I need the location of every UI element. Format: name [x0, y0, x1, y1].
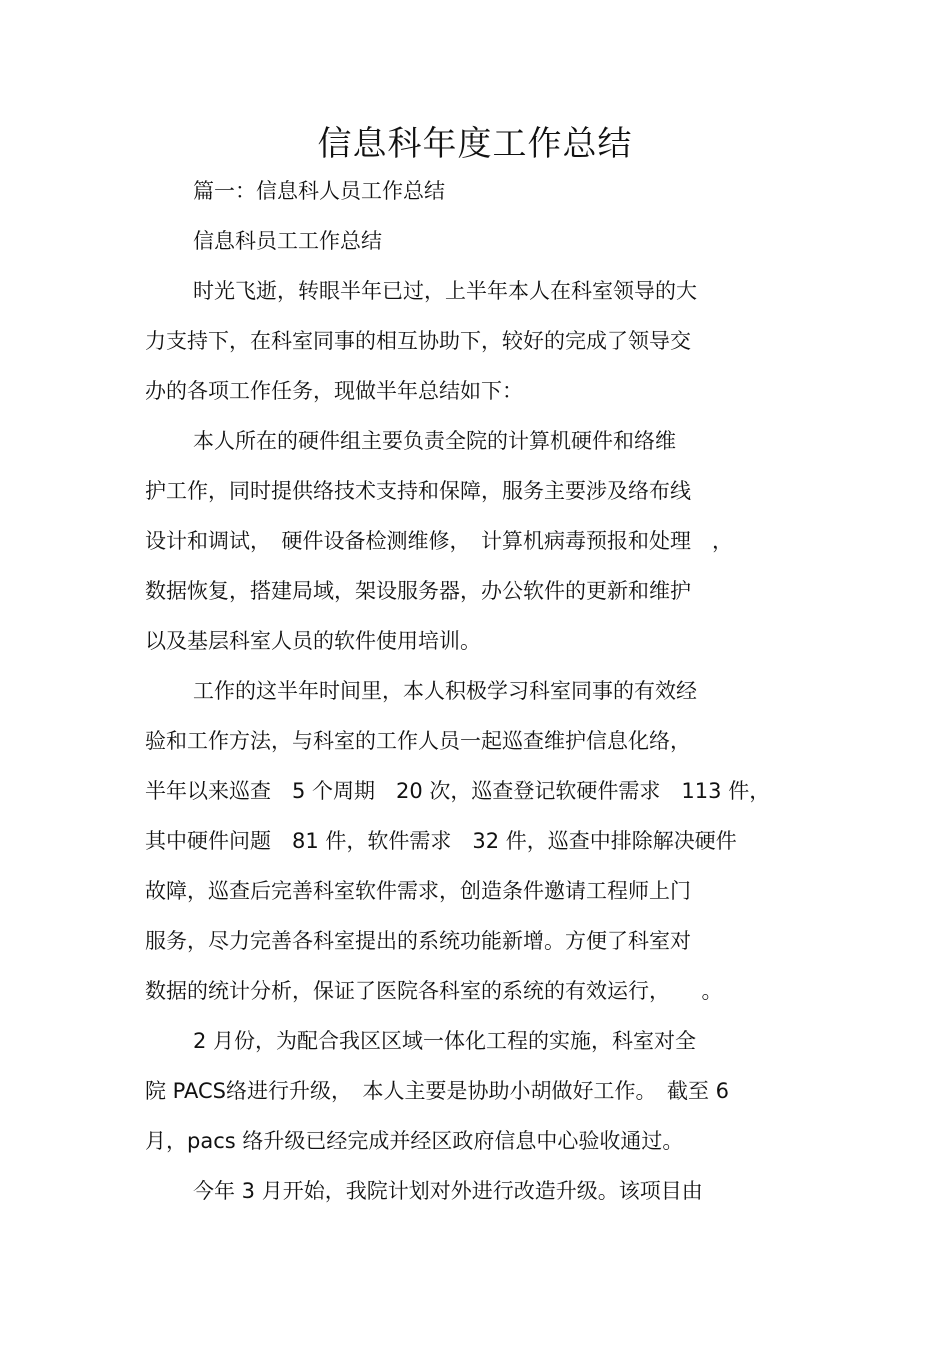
paragraph-line: 其中硬件问题 81 件，软件需求 32 件，巡查中排除解决硬件: [145, 829, 737, 853]
paragraph-line: 2 月份，为配合我区区域一体化工程的实施，科室对全: [193, 1029, 697, 1053]
subtitle-line: 信息科员工工作总结: [193, 229, 382, 253]
paragraph-line: 时光飞逝，转眼半年已过，上半年本人在科室领导的大: [193, 279, 697, 303]
paragraph-line: 以及基层科室人员的软件使用培训。: [145, 629, 481, 653]
paragraph-line: 设计和调试， 硬件设备检测维修， 计算机病毒预报和处理 ，: [145, 529, 733, 553]
paragraph-line: 月，pacs 络升级已经完成并经区政府信息中心验收通过。: [145, 1129, 684, 1153]
section-heading: 篇一：信息科人员工作总结: [193, 179, 445, 203]
paragraph-line: 半年以来巡查 5 个周期 20 次，巡查登记软硬件需求 113 件，: [145, 779, 771, 803]
paragraph-line: 数据的统计分析，保证了医院各科室的系统的有效运行， 。: [145, 979, 723, 1003]
paragraph-line: 故障，巡查后完善科室软件需求，创造条件邀请工程师上门: [145, 879, 691, 903]
paragraph-line: 力支持下，在科室同事的相互协助下，较好的完成了领导交: [145, 329, 691, 353]
document-title: 信息科年度工作总结: [317, 124, 633, 164]
paragraph-line: 验和工作方法，与科室的工作人员一起巡查维护信息化络，: [145, 729, 691, 753]
paragraph-line: 今年 3 月开始，我院计划对外进行改造升级。该项目由: [193, 1179, 703, 1203]
paragraph-line: 院 PACS络进行升级， 本人主要是协助小胡做好工作。 截至 6: [145, 1079, 730, 1103]
paragraph-line: 护工作，同时提供络技术支持和保障，服务主要涉及络布线: [145, 479, 691, 503]
paragraph-line: 工作的这半年时间里，本人积极学习科室同事的有效经: [193, 679, 697, 703]
paragraph-line: 服务，尽力完善各科室提出的系统功能新增。方便了科室对: [145, 929, 691, 953]
paragraph-line: 本人所在的硬件组主要负责全院的计算机硬件和络维: [193, 429, 676, 453]
paragraph-line: 办的各项工作任务，现做半年总结如下：: [145, 379, 523, 403]
paragraph-line: 数据恢复，搭建局域，架设服务器，办公软件的更新和维护: [145, 579, 691, 603]
